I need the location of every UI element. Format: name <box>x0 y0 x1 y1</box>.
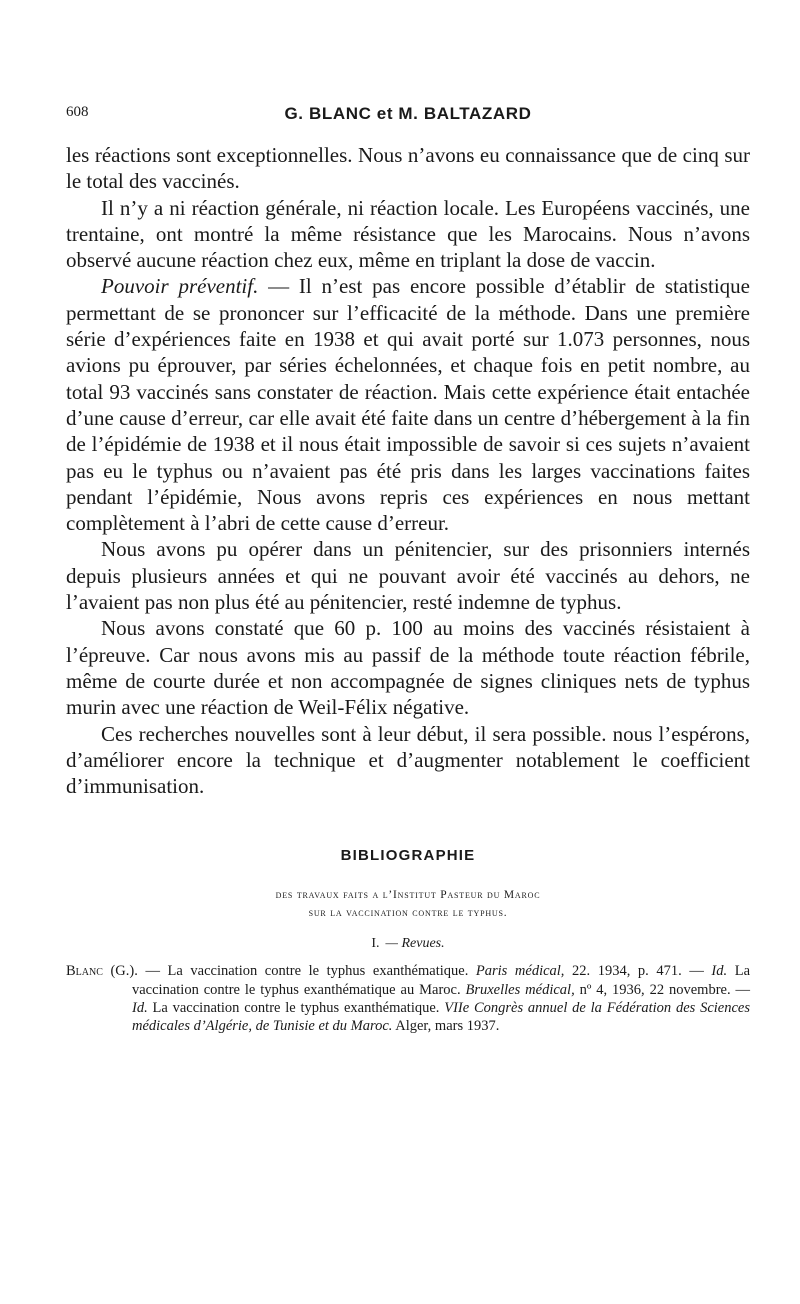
reference-id-1: Id. <box>711 963 728 980</box>
reference-part-2: 22. 1934, p. 471. — <box>564 963 712 980</box>
paragraph-6: Ces recherches nouvelles sont à leur début, il sera possible. nous l’espérons, d’améliorer encore la technique et d’augmenter notablement le coefficient d’immunisation. <box>66 721 750 799</box>
reference-id-2: Id. <box>132 999 148 1016</box>
paragraph-1: les réactions sont exceptionnelles. Nous n’avons eu connaissance que de cinq sur le total des vaccinés. <box>66 143 750 194</box>
reference-journal-3: VIIe Congrès annuel de la Fédération des Sciences médicales d’Algérie, de Tunisie et du Maroc. <box>132 999 750 1035</box>
running-head <box>66 98 750 128</box>
bibliography-title: BIBLIOGRAPHIE <box>340 847 476 865</box>
bibliography <box>66 847 750 1035</box>
reference-author: Blanc (G.). <box>66 963 138 980</box>
reference-part-1: — La vaccination contre le typhus exanthématique. <box>137 963 476 980</box>
reference-journal-2: Bruxelles médical, <box>465 981 575 998</box>
bibliography-subtitle-line-2: sur la vaccination contre le typhus. <box>308 907 508 920</box>
paragraph-4: Nous avons pu opérer dans un pénitencier, sur des prisonniers internés depuis plusieurs années et qui ne pouvant avoir été vaccinés au dehors, ne l’avaient pas non plus été au pénitencier, resté indemne de typhus. <box>66 537 750 615</box>
running-title: G. BLANC et M. BALTAZARD <box>284 104 532 123</box>
page-number: 608 <box>66 104 89 120</box>
body-text <box>66 142 750 799</box>
bibliography-subtitle-line-1: des travaux faits a l’Institut Pasteur du Maroc <box>275 889 541 902</box>
reference-journal-1: Paris médical, <box>475 963 565 980</box>
paragraph-3-text: — Il n’est pas encore possible d’établir de statistique permettant de se prononcer sur l’efficacité de la méthode. Dans une première série d’expériences faite en 1938 et qui avait porté sur 1.073 personnes, nous avions pu éprouver, par séries échelonnées, et chaque fois en petit nombre, au total 93 vaccinés sans constater de réaction. Mais cette expérience était entachée d’une cause d’erreur, car elle avait été faite dans un centre d’hébergement à la fin de l’épidémie de 1938 et il nous était impossible de savoir si ces sujets n’avaient pas eu le typhus ou n’avaient pas été pris dans les larges vaccinations faites pendant l’épidémie, Nous avons repris ces expériences en nous mettant complètement à l’abri de cette cause d’erreur. <box>66 274 751 536</box>
bibliography-subtitle <box>66 886 750 922</box>
page <box>66 98 750 1035</box>
section-label: — Revues. <box>385 936 445 952</box>
paragraph-3 <box>66 273 750 536</box>
reference-part-4: nº 4, 1936, 22 novembre. — <box>574 981 750 998</box>
paragraph-lead-pouvoir-preventif: Pouvoir préventif. <box>101 274 259 299</box>
paragraph-2: Il n’y a ni réaction générale, ni réaction locale. Les Européens vaccinés, une trentaine, ont montré la même résistance que les Marocains. Nous n’avons observé aucune réaction chez eux, même en triplant la dose de vaccin. <box>66 195 750 273</box>
reference-part-3: La vaccination contre le typhus exanthématique au Maroc. <box>132 963 751 998</box>
reference-entry <box>66 962 750 1035</box>
section-number: I. <box>371 936 380 952</box>
paragraph-5: Nous avons constaté que 60 p. 100 au moins des vaccinés résistaient à l’épreuve. Car nous avons mis au passif de la méthode toute réaction fébrile, même de courte durée et non accompagnée de signes cliniques nets de typhus murin avec une réaction de Weil-Félix négative. <box>66 616 750 720</box>
section-heading <box>66 936 750 952</box>
reference-part-6: Alger, mars 1937. <box>392 1018 500 1035</box>
reference-part-5: La vaccination contre le typhus exanthématique. <box>147 999 445 1016</box>
